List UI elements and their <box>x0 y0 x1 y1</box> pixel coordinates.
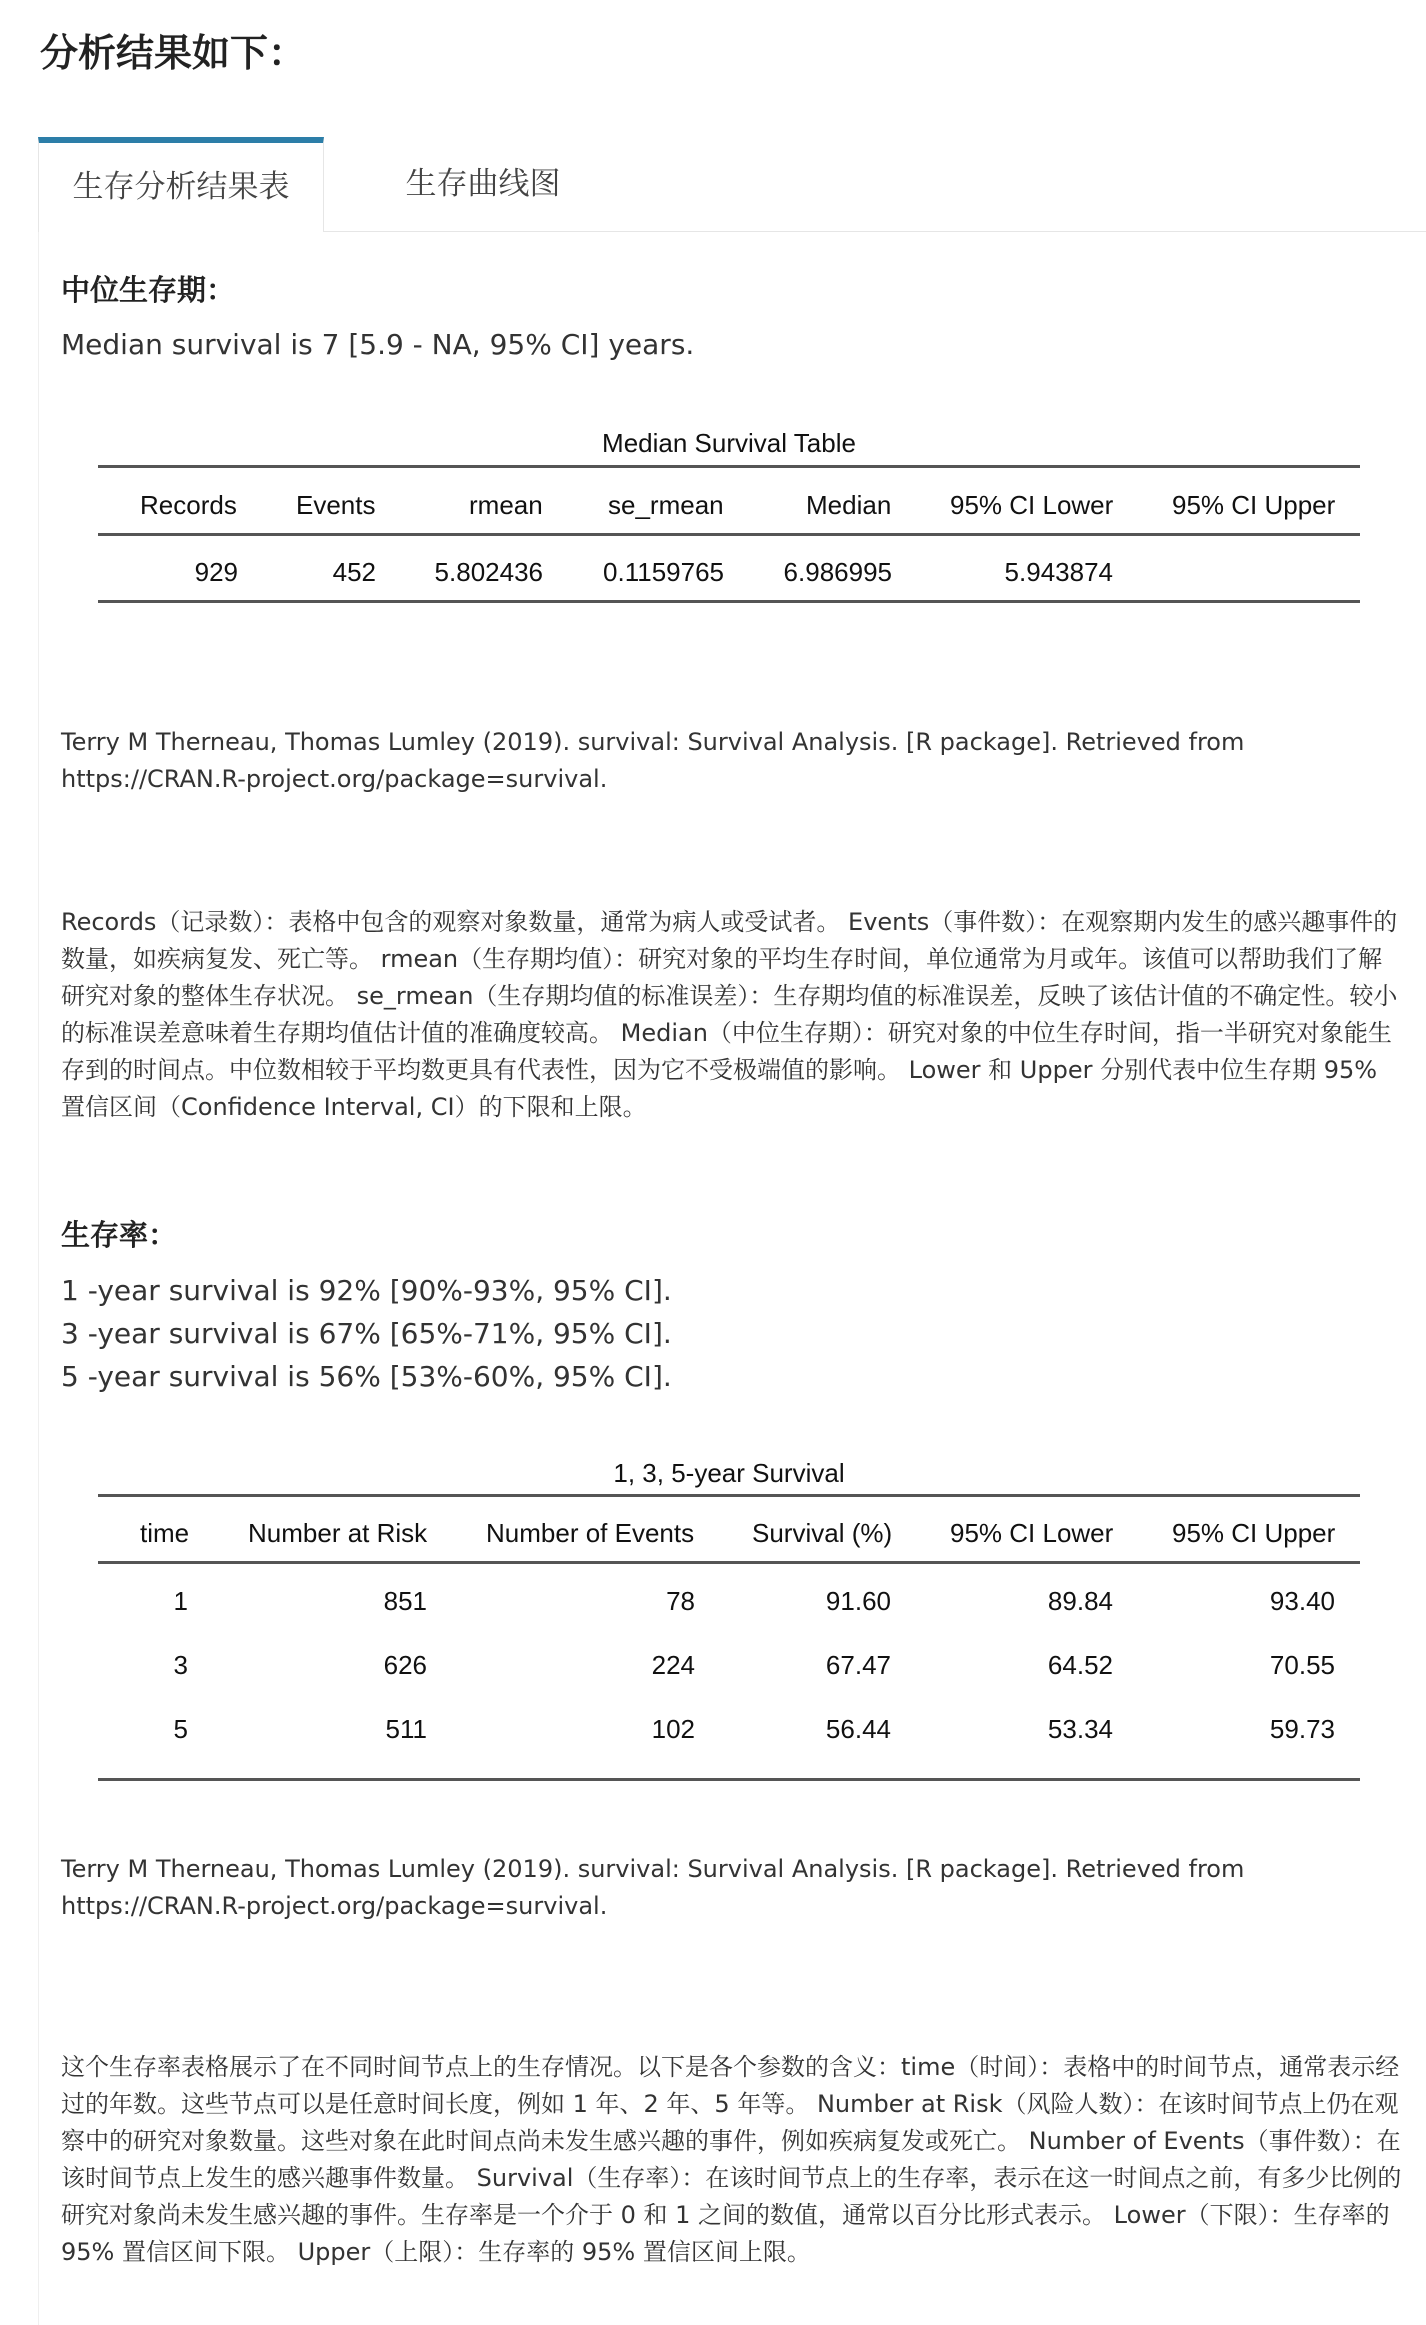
tab-bar <box>38 137 1426 232</box>
column-header: Survival (%) <box>752 1518 893 1548</box>
column-header: se_rmean <box>608 490 724 520</box>
table-bottom-rule <box>98 600 1360 603</box>
table-caption: 1, 3, 5-year Survival <box>613 1458 845 1488</box>
median-explanation: Records（记录数）：表格中包含的观察对象数量，通常为病人或受试者。 Events（事件数）：在观察期内发生的感兴趣事件的数量，如疾病复发、死亡等。 rmean（生存期均值）：研究对象的平均生存时间，单位通常为月或年。该值可以帮助我们了解研究对象的整体生存状况。 se_rmean（生存期均值的标准误差）：生存期均值的标准误差，反映了该估计值的不确定性。较小的标准误差意味着生存期均值估计值的准确度较高。 Median（中位生存期）：研究对象的中位生存时间，指一半研究对象能生存到的时间点。中位数相较于平均数更具有代表性，因为它不受极端值的影响。 Lower 和 Upper 分别代表中位生存期 95% 置信区间（Confidence Interval, CI）的下限和上限。 <box>61 908 1398 1121</box>
column-header: Records <box>140 490 237 520</box>
table-cell: 64.52 <box>1047 1650 1113 1680</box>
table-cell: 5.943874 <box>1004 557 1113 587</box>
tab-survival-curve[interactable]: 生存曲线图 <box>405 166 561 202</box>
table-top-rule <box>98 465 1360 468</box>
table-cell: 70.55 <box>1269 1650 1335 1680</box>
table-cell: 91.60 <box>825 1586 891 1616</box>
table-cell: 0.1159765 <box>603 557 724 587</box>
column-header: rmean <box>469 490 543 520</box>
table-header-rule <box>98 1561 1360 1564</box>
table-cell: 89.84 <box>1047 1586 1113 1616</box>
median-survival-title: 中位生存期： <box>61 273 236 307</box>
column-header: Number of Events <box>486 1518 695 1548</box>
table-top-rule <box>98 1494 1360 1497</box>
table-cell: 851 <box>383 1586 427 1616</box>
table-cell: 3 <box>173 1650 188 1680</box>
table-header-rule <box>98 533 1360 536</box>
table-cell: 93.40 <box>1269 1586 1335 1616</box>
table-caption: Median Survival Table <box>602 428 856 458</box>
median-survival-summary: Median survival is 7 [5.9 - NA, 95% CI] years. <box>61 328 695 361</box>
column-header: time <box>140 1518 190 1548</box>
median-citation: Terry M Therneau, Thomas Lumley (2019). survival: Survival Analysis. [R package]. Retrieved from https://CRAN.R-project.org/package=survival. <box>61 728 1245 793</box>
page-heading: 分析结果如下： <box>40 31 307 75</box>
tab-content-border <box>38 231 39 2325</box>
table-cell: 53.34 <box>1047 1714 1113 1744</box>
table-cell: 5.802436 <box>434 557 543 587</box>
table-cell: 56.44 <box>825 1714 891 1744</box>
table-cell: 5 <box>173 1714 188 1744</box>
survival-rate-citation: Terry M Therneau, Thomas Lumley (2019). survival: Survival Analysis. [R package]. Retrieved from https://CRAN.R-project.org/package=survival. <box>61 1855 1245 1920</box>
column-header: 95% CI Upper <box>1172 1518 1336 1548</box>
survival-rate-explanation: 这个生存率表格展示了在不同时间节点上的生存情况。以下是各个参数的含义：time（时间）：表格中的时间节点，通常表示经过的年数。这些节点可以是任意时间长度，例如 1 年、2 年、5 年等。 Number at Risk（风险人数）：在该时间节点上仍在观察中的研究对象数量。这些对象在此时间点尚未发生感兴趣的事件，例如疾病复发或死亡。 Number of Events（事件数）：在该时间节点上发生的感兴趣事件数量。 Survival（生存率）：在该时间节点上的生存率，表示在这一时间点之前，有多少比例的研究对象尚未发生感兴趣的事件。生存率是一个介于 0 和 1 之间的数值，通常以百分比形式表示。 Lower（下限）：生存率的 95% 置信区间下限。 Upper（上限）：生存率的 95% 置信区间上限。 <box>61 2053 1402 2266</box>
table-cell: 224 <box>651 1650 695 1680</box>
survival-rate-line: 3 -year survival is 67% [65%-71%, 95% CI]. <box>61 1317 672 1350</box>
survival-rate-title: 生存率： <box>61 1218 178 1252</box>
column-header: Median <box>806 490 892 520</box>
table-cell: 59.73 <box>1269 1714 1335 1744</box>
column-header: Events <box>296 490 376 520</box>
table-cell: 1 <box>173 1586 188 1616</box>
table-cell: 626 <box>383 1650 427 1680</box>
survival-rate-line: 5 -year survival is 56% [53%-60%, 95% CI]. <box>61 1360 672 1393</box>
table-cell: 67.47 <box>825 1650 891 1680</box>
column-header: 95% CI Lower <box>950 1518 1114 1548</box>
table-cell: 102 <box>651 1714 695 1744</box>
table-cell: 511 <box>385 1714 427 1744</box>
table-cell: 78 <box>666 1586 695 1616</box>
table-cell: 929 <box>194 557 238 587</box>
table-cell: 452 <box>332 557 376 587</box>
column-header: 95% CI Upper <box>1172 490 1336 520</box>
table-bottom-rule <box>98 1778 1360 1781</box>
table-cell: 6.986995 <box>783 557 892 587</box>
survival-rate-line: 1 -year survival is 92% [90%-93%, 95% CI]. <box>61 1274 672 1307</box>
column-header: Number at Risk <box>248 1518 428 1548</box>
tab-survival-results-table[interactable]: 生存分析结果表 <box>38 137 324 232</box>
column-header: 95% CI Lower <box>950 490 1114 520</box>
